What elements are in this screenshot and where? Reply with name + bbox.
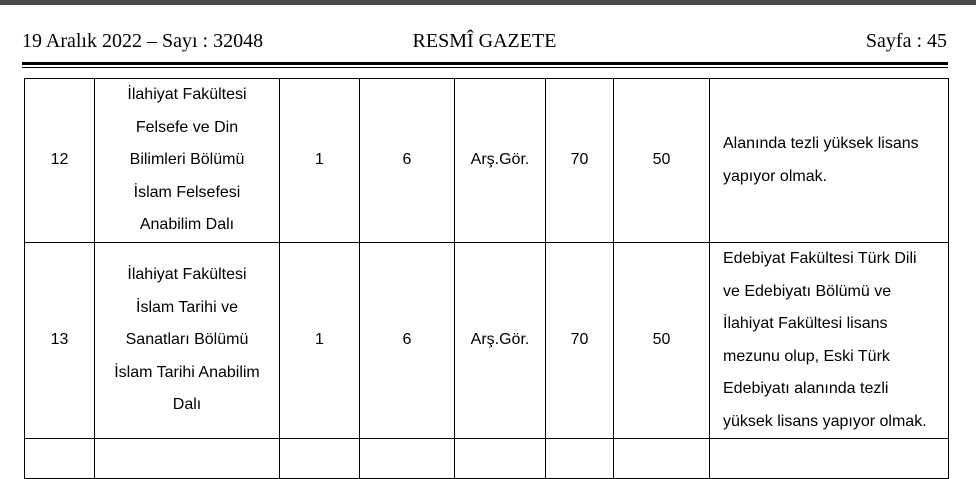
title-cell: Arş.Gör. bbox=[455, 79, 546, 243]
unit-cell: İlahiyat Fakültesi İslam Tarihi ve Sanatları Bölümü İslam Tarihi Anabilim Dalı bbox=[95, 243, 280, 439]
gazette-title: RESMÎ GAZETE bbox=[412, 30, 557, 52]
title-cell: Arş.Gör. bbox=[455, 243, 546, 439]
language-cell: 50 bbox=[614, 79, 710, 243]
header-rule-thick bbox=[22, 62, 948, 65]
requirements-cell: Alanında tezli yüksek lisans yapıyor olmak. bbox=[710, 79, 949, 243]
row-number: 13 bbox=[25, 243, 95, 439]
page-number: Sayfa : 45 bbox=[865, 30, 947, 52]
issue-date-number: 19 Aralık 2022 – Sayı : 32048 bbox=[22, 30, 264, 52]
page-header bbox=[22, 30, 947, 60]
positions-table bbox=[24, 78, 949, 479]
count-cell: 1 bbox=[280, 243, 360, 439]
count-cell: 1 bbox=[280, 79, 360, 243]
ales-cell: 70 bbox=[546, 243, 614, 439]
table-row bbox=[25, 243, 949, 439]
ales-cell: 70 bbox=[546, 79, 614, 243]
header-rule-thin bbox=[22, 67, 948, 68]
unit-cell: İlahiyat Fakültesi Felsefe ve Din Bilimleri Bölümü İslam Felsefesi Anabilim Dalı bbox=[95, 79, 280, 243]
degree-cell: 6 bbox=[360, 243, 455, 439]
top-bar bbox=[0, 0, 976, 5]
degree-cell: 6 bbox=[360, 79, 455, 243]
language-cell: 50 bbox=[614, 243, 710, 439]
row-number: 12 bbox=[25, 79, 95, 243]
requirements-cell: Edebiyat Fakültesi Türk Dili ve Edebiyatı Bölümü ve İlahiyat Fakültesi lisans mezunu olup, Eski Türk Edebiyatı alanında tezli yüksek lisans yapıyor olmak. bbox=[710, 243, 949, 439]
table-row bbox=[25, 79, 949, 243]
